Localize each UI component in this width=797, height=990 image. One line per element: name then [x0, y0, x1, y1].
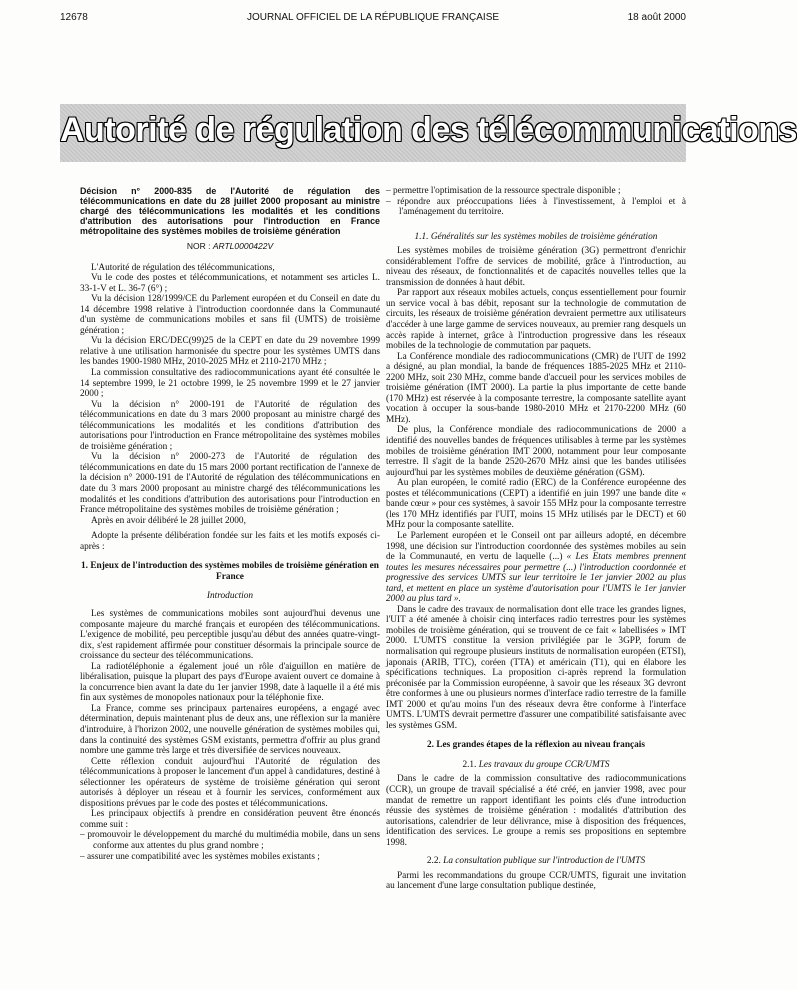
left-column: [80, 186, 380, 976]
paragraph: Les principaux objectifs à prendre en considération peuvent être énoncés comme suit :: [80, 809, 380, 830]
list-item: – permettre l'optimisation de la ressource spectrale disponible ;: [386, 186, 686, 197]
subsection-1-1-title: 1.1. Généralités sur les systèmes mobiles de troisième génération: [414, 231, 658, 242]
journal-title: JOURNAL OFFICIEL DE LA RÉPUBLIQUE FRANÇAISE: [246, 12, 500, 23]
paragraph: [386, 531, 686, 605]
paragraph: Dans le cadre des travaux de normalisation dont elle trace les grandes lignes, l'UIT a été amenée à choisir cinq interfaces radio terrestres pour les systèmes mobiles de troisième génération, qui se trouvent de ce fait « labellisées » IMT 2000. L'UMTS constitue la version privilégiée par le 3GPP, forum de normalisation qui regroupe plusieurs instituts de normalisation européen (ETSI), japonais (ARIB, TTC), coréen (TTA) et américain (T1), qui en élabore les spécifications techniques. La proposition ci-après reprend la formulation préconisée par la Commission européenne, à savoir que les réseaux 3G devront être conformes à une ou plusieurs normes d'interface radio terrestre de la famille IMT 2000 et qu'au moins l'un des réseaux devra être conforme à l'interface UMTS. L'UMTS devrait permettre d'assurer une compatibilité satisfaisante avec les systèmes GSM.: [386, 604, 686, 731]
authority-banner: [60, 104, 797, 162]
list-item: – répondre aux préoccupations liées à l'investissement, à l'emploi et à l'aménagement du territoire.: [386, 197, 686, 218]
section-1-title: 1. Enjeux de l'introduction des systèmes mobiles de troisième génération en France: [81, 561, 379, 582]
paragraph: La France, comme ses principaux partenaires européens, a engagé avec détermination, depuis maintenant plus de deux ans, une réflexion sur la manière d'introduire, à l'horizon 2002, une nouvelle génération de systèmes mobiles qui, dans la continuité des systèmes GSM existants, permettra d'offrir au plus grand nombre une gamme très large et très diversifiée de services nouveaux.: [80, 703, 380, 757]
nor-code: ARTL0000422V: [212, 241, 274, 251]
list-item: – promouvoir le développement du marché du multimédia mobile, dans un sens conforme aux attentes du plus grand nombre ;: [80, 830, 380, 851]
paragraph: Adopte la présente délibération fondée sur les faits et les motifs exposés ci-après :: [80, 531, 380, 552]
paragraph: Par rapport aux réseaux mobiles actuels, conçus essentiellement pour fournir un service vocal à bas débit, reposant sur la technologie de commutation de circuits, les réseaux de troisième génération devraient permettre aux utilisateurs d'accéder à une large gamme de services nouveaux, au premier rang desquels un accès rapide à internet, grâce à l'introduction progressive dans les réseaux mobiles de la technologie de commutation par paquets.: [386, 288, 686, 352]
subsection-number: 2.2.: [426, 856, 441, 867]
paragraph: Vu la décision 128/1999/CE du Parlement européen et du Conseil en date du 14 décembre 1998 relative à l'introduction coordonnée dans la Communauté d'un système de communications mobiles et sans fil (UMTS) de troisième génération ;: [80, 294, 380, 336]
paragraph: Cette réflexion conduit aujourd'hui l'Autorité de régulation des télécommunications à proposer le lancement d'un appel à candidatures, destiné à sélectionner les opérateurs de système de troisième génération qui seront autorisés à déployer un réseau et à fournir les services, conformément aux dispositions prévues par le code des postes et télécommunications.: [80, 756, 380, 809]
list-item: – assurer une compatibilité avec les systèmes mobiles existants ;: [80, 852, 380, 863]
objectives-list-continued: [386, 186, 686, 218]
subsection-label: Les travaux du groupe CCR/UMTS: [478, 759, 610, 770]
paragraph: Les systèmes mobiles de troisième génération (3G) permettront d'enrichir considérablement l'offre de services de mobilité, grâce à l'introduction, au niveau des réseaux, de fonctionnalités et de capacités nouvelles telles que la transmission de données à haut débit.: [386, 246, 686, 288]
paragraph: De plus, la Conférence mondiale des radiocommunications de 2000 a identifié des nouvelles bandes de fréquences utilisables à terme par les systèmes mobiles de troisième génération IMT 2000, notamment pour leur composante terrestre. Il s'agit de la bande 2520-2670 MHz ainsi que les bandes utilisées aujourd'hui par les systèmes mobiles de deuxième génération (GSM).: [386, 425, 686, 478]
banner-title: Autorité de régulation des télécommunications: [60, 111, 797, 149]
nor-reference: [80, 241, 380, 252]
paragraph: Au plan européen, le comité radio (ERC) de la Conférence européenne des postes et télécommunications (CEPT) a identifié en juin 1997 une bande dite « bande cœur » pour ces systèmes, à savoir 155 MHz pour la composante terrestre (les 170 MHz identifiés par l'UIT, moins 15 MHz utilisés par le DECT) et 60 MHz pour la composante satellite.: [386, 478, 686, 531]
right-column: [386, 186, 686, 976]
quoted-decision: « Les Etats membres prennent toutes les mesures nécessaires pour permettre (...) l'introduction coordonnée et progressive des services UMTS sur leur territoire le 1er janvier 2002 au plus tard, et mettent en place un système d'autorisation pour l'UMTS le 1er janvier 2000 au plus tard ».: [386, 552, 686, 605]
paragraph: La commission consultative des radiocommunications ayant été consultée le 14 septembre 1999, le 21 octobre 1999, le 25 novembre 1999 et le 27 janvier 2000 ;: [80, 368, 380, 400]
introduction-heading: Introduction: [206, 591, 254, 602]
paragraph: Vu le code des postes et télécommunications, et notamment ses articles L. 33-1-V et L. 36-7 (6°) ;: [80, 273, 380, 294]
paragraph: La radiotéléphonie a également joué un rôle d'aiguillon en matière de libéralisation, puisque la plupart des pays d'Europe avaient ouvert ce domaine à la concurrence bien avant la date du 1er janvier 1998, date à laquelle il a été mis fin aux systèmes de monopoles nationaux pour la téléphonie fixe.: [80, 661, 380, 704]
subsection-number: 2.1.: [462, 759, 477, 770]
paragraph: Vu la décision ERC/DEC(99)25 de la CEPT en date du 29 novembre 1999 relative à une utilisation harmonisée du spectre pour les systèmes UMTS dans les bandes 1900-1980 MHz, 2010-2025 MHz et 2110-2170 MHz ;: [80, 336, 380, 368]
page-header: [60, 12, 686, 26]
subsection-2-2-title: [386, 856, 686, 867]
paragraph: Vu la décision n° 2000-191 de l'Autorité de régulation des télécommunications en date du 3 mars 2000 proposant au ministre chargé des télécommunications les modalités et les conditions d'attribution des autorisations pour l'introduction en France métropolitaine des systèmes mobiles de troisième génération ;: [80, 399, 380, 452]
paragraph: La Conférence mondiale des radiocommunications (CMR) de l'UIT de 1992 a désigné, au plan mondial, la bande de fréquences 1885-2025 MHz et 2110-2200 MHz, soit 230 MHz, comme bande d'accueil pour les services mobiles de troisième génération (IMT 2000). La partie la plus importante de cette bande (170 MHz) est réservée à la composante terrestre, la composante satellite ayant vocation à occuper la sous-bande 1980-2010 MHz et 2170-2200 MHz (60 MHz).: [386, 351, 686, 425]
paragraph: Après en avoir délibéré le 28 juillet 2000,: [91, 515, 246, 526]
paragraph: Les systèmes de communications mobiles sont aujourd'hui devenus une composante majeure du marché français et européen des télécommunications. L'exigence de mobilité, peu perceptible jusqu'au début des années quatre-vingt-dix, s'est rapidement affirmée pour constituer désormais la principale source de croissance du secteur des télécommunications.: [80, 608, 380, 662]
objectives-list: [80, 830, 380, 862]
paragraph: L'Autorité de régulation des télécommunications,: [91, 262, 275, 273]
subsection-label: La consultation publique sur l'introduction de l'UMTS: [443, 856, 646, 867]
nor-label: NOR :: [186, 241, 211, 251]
decision-title: Décision n° 2000-835 de l'Autorité de régulation des télécommunications en date du 28 juillet 2000 proposant au ministre chargé des télécommunications les modalités et les conditions d'attribution des autorisations pour l'introduction en France métropolitaine des systèmes mobiles de troisième génération: [80, 186, 380, 236]
subsection-2-1-title: [386, 760, 686, 771]
issue-date: 18 août 2000: [627, 12, 686, 23]
paragraph-text: Le Parlement européen et le Conseil ont par ailleurs adopté, en décembre 1998, une décision sur l'introduction coordonnée des systèmes mobiles au sein de la Communauté, en vertu de laquelle (...): [386, 530, 686, 563]
section-2-title: 2. Les grandes étapes de la réflexion au niveau français: [427, 740, 645, 751]
page-number: 12678: [60, 12, 88, 23]
paragraph: Dans le cadre de la commission consultative des radiocommunications (CCR), un groupe de travail spécialisé a été créé, en janvier 1998, avec pour mandat de remettre un rapport identifiant les points clés d'une introduction réussie des systèmes de troisième génération : modalités d'attribution des autorisations, calendrier de leur délivrance, mise à disposition des fréquences, identification des services. Le groupe a remis ses propositions en septembre 1998.: [386, 774, 686, 848]
paragraph: Vu la décision n° 2000-273 de l'Autorité de régulation des télécommunications en date du 15 mars 2000 portant rectification de l'annexe de la décision n° 2000-191 de l'Autorité de régulation des télécommunications en date du 3 mars 2000 proposant au ministre chargé des télécommunications les modalités et les conditions d'attribution des autorisations pour l'introduction en France métropolitaine des systèmes mobiles de troisième génération ;: [80, 452, 380, 516]
paragraph: Parmi les recommandations du groupe CCR/UMTS, figurait une invitation au lancement d'une large consultation publique destinée,: [386, 870, 686, 892]
